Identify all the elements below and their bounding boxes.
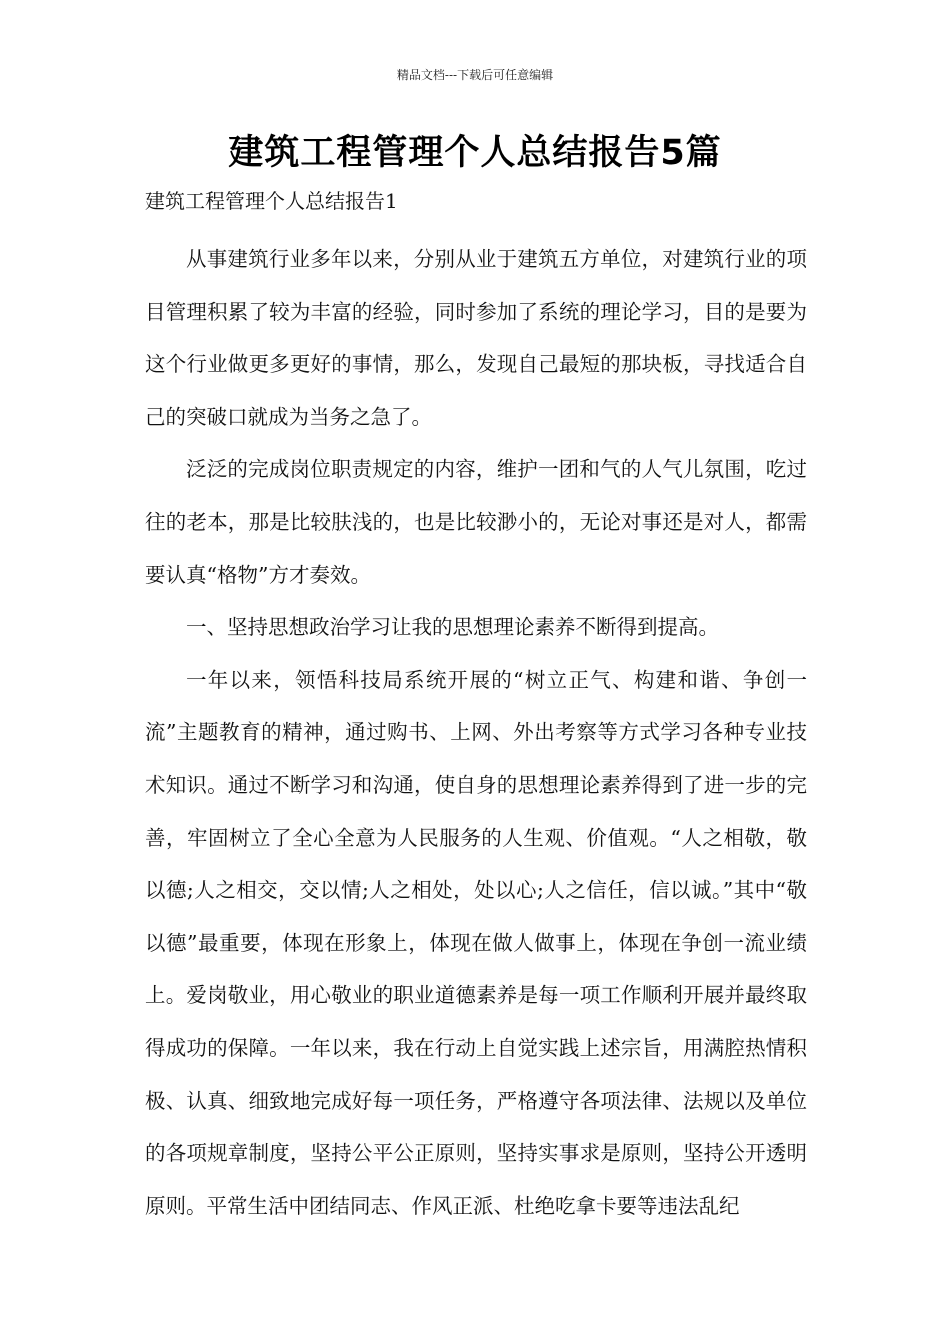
document-title: 建筑工程管理个人总结报告5篇 xyxy=(228,133,722,173)
paragraph: 泛泛的完成岗位职责规定的内容，维护一团和气的人气儿氛围，吃过往的老本，那是比较肤浅的，也是比较渺小的，无论对事还是对人，都需要认真“格物”方才奏效。 xyxy=(145,457,807,587)
paragraph: 一年以来，领悟科技局系统开展的“树立正气、构建和谐、争创一流”主题教育的精神，通过购书、上网、外出考察等方式学习各种专业技术知识。通过不断学习和沟通，使自身的思想理论素养得到了进一步的完善，牢固树立了全心全意为人民服务的人生观、价值观。“人之相敬，敬以德;人之相交，交以情;人之相处，处以心;人之信任，信以诚。”其中“敬以德”最重要，体现在形象上，体现在做人做事上，体现在争创一流业绩上。爱岗敬业，用心敬业的职业道德素养是每一项工作顺利开展并最终取得成功的保障。一年以来，我在行动上自觉实践上述宗旨，用满腔热情积极、认真、细致地完成好每一项任务，严格遵守各项法律、法规以及单位的各项规章制度，坚持公平公正原则，坚持实事求是原则，坚持公开透明原则。平常生活中团结同志、作风正派、杜绝吃拿卡要等违法乱纪 xyxy=(145,667,807,1218)
body-text xyxy=(145,233,807,1232)
section-heading: 一、坚持思想政治学习让我的思想理论素养不断得到提高。 xyxy=(186,615,719,640)
header-note: 精品文档---下载后可任意编辑 xyxy=(396,68,554,82)
paragraph: 从事建筑行业多年以来，分别从业于建筑五方单位，对建筑行业的项目管理积累了较为丰富的经验，同时参加了系统的理论学习，目的是要为这个行业做更多更好的事情，那么，发现自己最短的那块板，寻找适合自己的突破口就成为当务之急了。 xyxy=(145,247,807,429)
section-subtitle: 建筑工程管理个人总结报告1 xyxy=(145,189,398,213)
